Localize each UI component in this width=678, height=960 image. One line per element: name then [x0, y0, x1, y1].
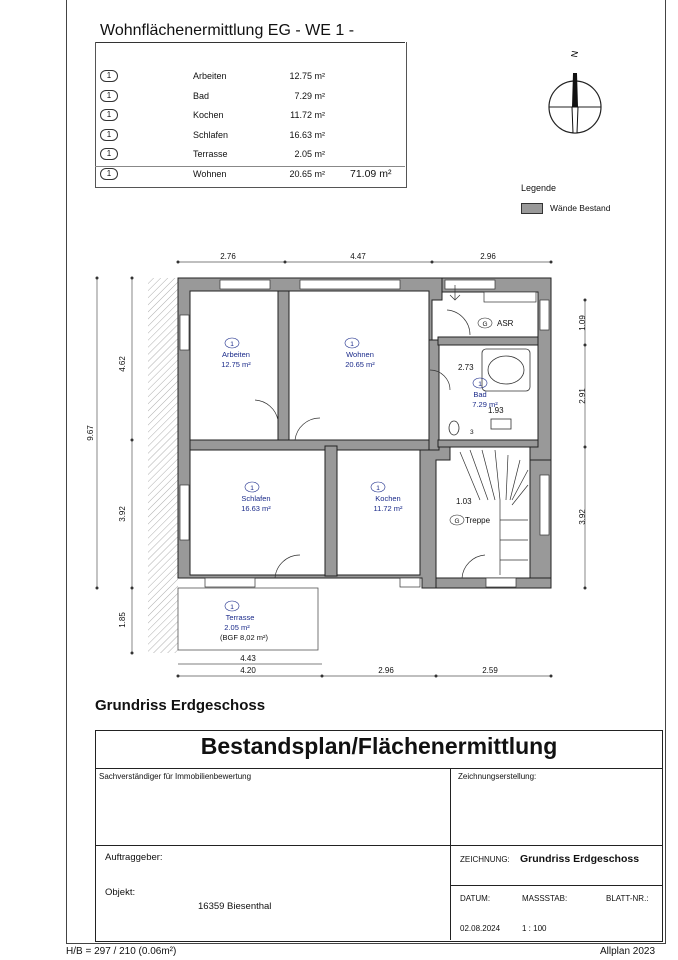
- asr-shelf: [484, 292, 536, 302]
- scale-label: MASSSTAB:: [522, 894, 568, 903]
- wall-bad-left: [429, 340, 439, 450]
- page-border-bottom: [66, 943, 666, 944]
- svg-text:7.29 m²: 7.29 m²: [472, 400, 498, 409]
- treppe-dim: 1.03: [456, 497, 472, 506]
- date-label: DATUM:: [460, 894, 491, 903]
- dim-left-3: 1.85: [118, 612, 127, 628]
- dim-bottom-2: 2.96: [378, 666, 394, 675]
- treppe-label: [450, 515, 491, 525]
- area-total: 71.09 m²: [350, 168, 392, 180]
- area-row-value: 11.72 m²: [290, 110, 325, 121]
- area-row-badge: 1: [100, 90, 118, 102]
- area-row-name: Arbeiten: [193, 71, 227, 81]
- svg-text:1: 1: [350, 341, 354, 348]
- svg-text:2.05 m²: 2.05 m²: [224, 623, 250, 632]
- asr-label: [478, 318, 514, 328]
- hatched-area: [148, 278, 178, 653]
- svg-text:Bad: Bad: [473, 390, 487, 399]
- svg-text:1: 1: [230, 341, 234, 348]
- room-terrasse: [220, 601, 268, 642]
- area-row-value: 12.75 m²: [289, 71, 325, 81]
- client-label: Auftraggeber:: [105, 852, 163, 863]
- svg-text:16.63 m²: 16.63 m²: [241, 504, 271, 513]
- drawing-creation-label: Zeichnungserstellung:: [458, 772, 537, 781]
- wall-mid-horizontal: [190, 440, 430, 450]
- svg-text:G: G: [482, 321, 488, 328]
- svg-text:1: 1: [230, 604, 234, 611]
- area-row-value: 7.29 m²: [294, 90, 325, 101]
- area-table-title: Wohnflächenermittlung EG - WE 1 -: [100, 22, 355, 39]
- date-value: 02.08.2024: [460, 924, 501, 933]
- object-value: 16359 Biesenthal: [198, 901, 272, 912]
- area-row-name: Terrasse: [193, 149, 228, 160]
- dim-bottom-upper: 4.43: [240, 654, 256, 663]
- svg-text:ASR: ASR: [497, 319, 514, 328]
- object-label: Objekt:: [105, 887, 136, 898]
- title-block-main-title: Bestandsplan/Flächenermittlung: [200, 733, 558, 759]
- area-row-name: Schlafen: [193, 129, 229, 140]
- svg-text:1: 1: [478, 381, 482, 388]
- legend-title: Legende: [521, 183, 557, 193]
- svg-text:20.65 m²: 20.65 m²: [345, 360, 375, 369]
- svg-text:G: G: [454, 518, 460, 525]
- svg-text:Schlafen: Schlafen: [241, 494, 271, 503]
- drawing-value: Grundriss Erdgeschoss: [520, 853, 640, 865]
- area-row-badge: 1: [100, 70, 118, 82]
- dim-top-2: 4.47: [350, 252, 366, 261]
- svg-text:11.72 m²: 11.72 m²: [373, 504, 403, 513]
- title-block-divider-3: [450, 885, 663, 886]
- scale-value: 1 : 100: [522, 924, 547, 933]
- dim-right-1: 1.09: [578, 315, 587, 331]
- area-row-name: Bad: [193, 90, 210, 101]
- dim-right-3: 3.92: [578, 509, 587, 525]
- sheet-label: BLATT-NR.:: [606, 894, 649, 903]
- dim-top-1: 2.76: [220, 252, 236, 261]
- room-bad: [472, 378, 498, 409]
- dim-bottom-3: 2.59: [482, 666, 498, 675]
- dim-right-2: 2.91: [578, 388, 587, 404]
- footer-right: Allplan 2023: [600, 946, 656, 957]
- wall-outer: [178, 278, 450, 588]
- svg-text:(BGF 8,02 m²): (BGF 8,02 m²): [220, 633, 268, 642]
- title-block-divider-2: [95, 845, 663, 846]
- expert-label: Sachverständiger für Immobilienbewertung: [99, 772, 252, 781]
- svg-text:Arbeiten: Arbeiten: [222, 350, 250, 359]
- sink: [491, 419, 511, 429]
- plan-heading: Grundriss Erdgeschoss: [95, 697, 266, 714]
- area-row-value: 16.63 m²: [289, 129, 325, 140]
- svg-text:Kochen: Kochen: [375, 494, 401, 503]
- title-block: [95, 730, 663, 942]
- area-row-value: 20.65 m²: [289, 169, 325, 179]
- area-row-value: 2.05 m²: [294, 149, 325, 160]
- bad-dim-1: 2.73: [458, 363, 474, 372]
- svg-text:Treppe: Treppe: [465, 516, 491, 525]
- svg-text:12.75 m²: 12.75 m²: [221, 360, 251, 369]
- room-wohnen: [345, 338, 375, 369]
- north-label: N: [569, 49, 581, 59]
- svg-text:Terrasse: Terrasse: [225, 613, 255, 622]
- room-kochen: [371, 482, 403, 513]
- area-row-name: Kochen: [193, 110, 224, 121]
- small-dim: 3: [470, 429, 474, 436]
- dim-top-3: 2.96: [480, 252, 496, 261]
- area-row-badge: 1: [100, 109, 118, 121]
- bathtub: [482, 349, 530, 391]
- room-arbeiten: [221, 338, 251, 369]
- dim-left-outer: 9.67: [86, 425, 95, 441]
- toilet: [449, 421, 459, 435]
- area-row-badge: 1: [100, 129, 118, 141]
- area-row-name: Wohnen: [193, 169, 227, 179]
- footer-left: H/B = 297 / 210 (0.06m²): [66, 946, 177, 957]
- bad-dim-2: 1.93: [488, 406, 504, 415]
- staircase: [460, 450, 528, 575]
- room-schlafen: [241, 482, 271, 513]
- dim-left-2: 3.92: [118, 506, 127, 522]
- dim-bottom-1: 4.20: [240, 666, 256, 675]
- wall-asr-bad: [438, 337, 538, 345]
- legend-label-walls: Wände Bestand: [550, 203, 611, 213]
- svg-text:1: 1: [376, 485, 380, 492]
- dim-left-1: 4.62: [118, 356, 127, 372]
- wall-bad-bottom: [438, 440, 538, 447]
- area-row-badge: 1: [100, 148, 118, 160]
- wall-schlafen-kochen: [325, 446, 337, 576]
- svg-text:Wohnen: Wohnen: [346, 350, 374, 359]
- title-block-divider: [95, 768, 663, 769]
- area-row-badge: 1: [100, 168, 118, 180]
- drawing-label: ZEICHNUNG:: [460, 855, 510, 864]
- wall-arbeiten-wohnen: [278, 291, 289, 446]
- svg-text:1: 1: [250, 485, 254, 492]
- title-block-vertical-divider: [450, 768, 451, 940]
